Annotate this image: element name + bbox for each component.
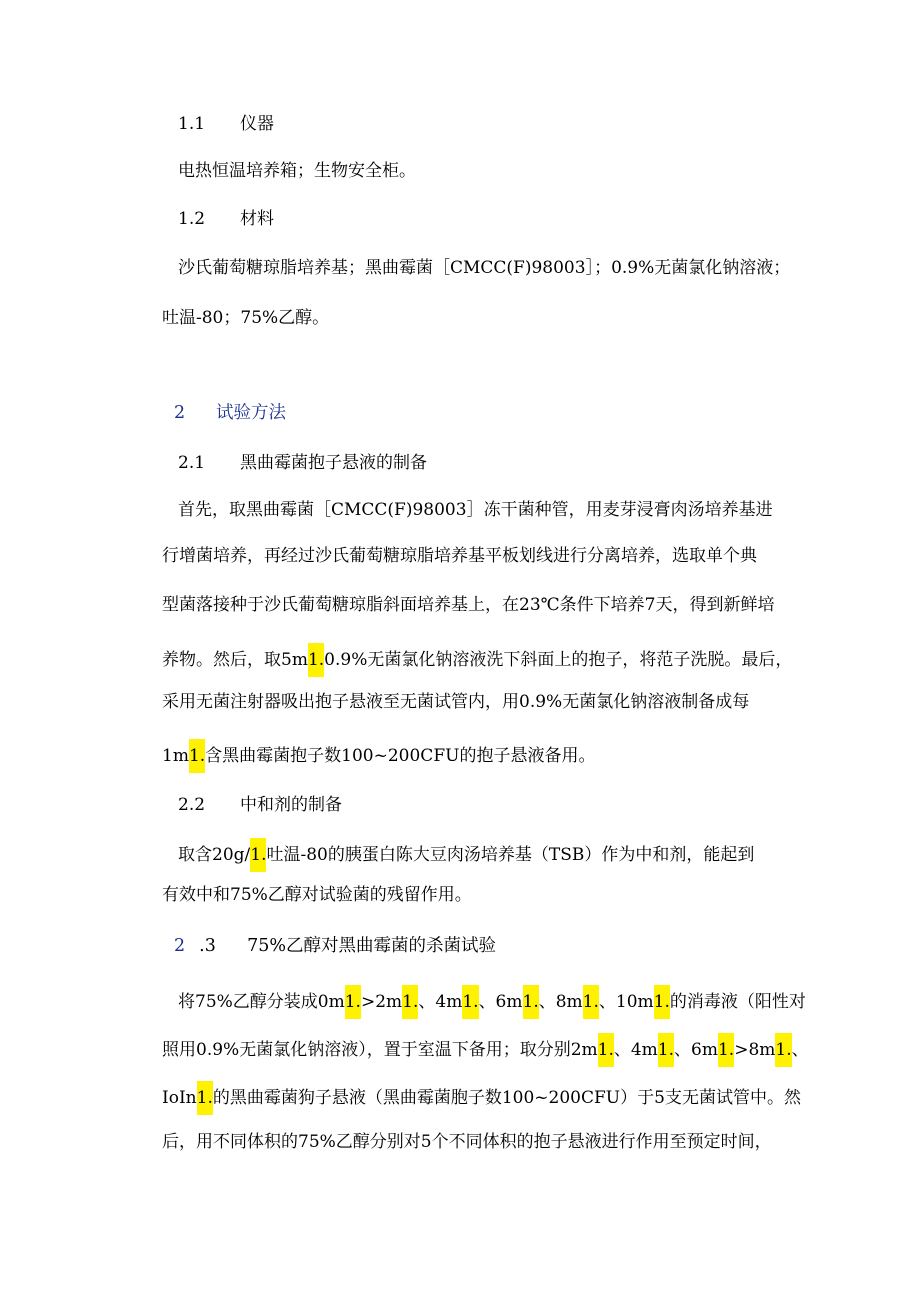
section-number: 2 [174, 403, 186, 423]
paragraph-materials-line-1: 沙氏葡萄糖琼脂培养基；黑曲霉菌［CMCC(F)98003］；0.9%无菌氯化钠溶液； [178, 258, 791, 278]
section-title: 试验方法 [216, 403, 286, 423]
paragraph-2-1-line-2: 行增菌培养，再经过沙氏葡萄糖琼脂培养基平板划线进行分离培养，选取单个典 [162, 546, 757, 566]
highlighted-text: 1. [250, 838, 266, 872]
text-run: 、 [791, 1040, 809, 1060]
text-run: 吐温-80的胰蛋白陈大豆肉汤培养基（TSB）作为中和剂，能起到 [266, 845, 755, 865]
paragraph-2-1-line-4 [162, 643, 792, 677]
section-title: 黑曲霉菌抱子悬液的制备 [240, 453, 427, 473]
highlighted-text: 1. [345, 985, 361, 1019]
section-heading-2-3 [174, 933, 496, 959]
text-run: 0.9%无菌氯化钠溶液洗下斜面上的抱子，将范子洗脱。最后， [324, 650, 793, 670]
text-run: >2m [360, 992, 403, 1012]
section-number: 2.2 [178, 795, 206, 815]
paragraph-2-3-line-3 [162, 1081, 801, 1115]
highlighted-text: 1. [718, 1033, 734, 1067]
paragraph-2-3-line-1 [178, 985, 806, 1019]
text-run: 养物。然后，取5m [162, 650, 308, 670]
text-run: 、6m [478, 992, 523, 1012]
paragraph-materials-line-2: 吐温-80；75%乙醇。 [162, 308, 330, 328]
highlighted-text: 1. [308, 643, 324, 677]
section-title: 材料 [240, 209, 274, 229]
highlighted-text: 1. [462, 985, 478, 1019]
section-heading-1-1 [178, 111, 274, 137]
section-heading-1-2 [178, 206, 274, 232]
section-number: 1.1 [178, 114, 206, 134]
text-run: 、8m [538, 992, 583, 1012]
highlighted-text: 1. [197, 1081, 213, 1115]
text-run: 取含20g/ [178, 845, 251, 865]
highlighted-text: 1. [583, 985, 599, 1019]
paragraph-2-3-line-2 [162, 1033, 809, 1067]
section-heading-2-1 [178, 450, 427, 476]
text-run: 、4m [613, 1040, 658, 1060]
text-run: 的黑曲霉菌狗子悬液（黑曲霉菌胞子数100~200CFU）于5支无菌试管中。然 [212, 1088, 801, 1108]
paragraph-instruments: 电热恒温培养箱；生物安全柜。 [178, 161, 416, 181]
highlighted-text: 1. [658, 1033, 674, 1067]
text-run: 照用0.9%无菌氯化钠溶液），置于室温下备用；取分别2m [162, 1040, 598, 1060]
text-run: 、6m [674, 1040, 718, 1060]
text-run: IoIn [162, 1088, 197, 1108]
paragraph-2-2-line-2: 有效中和75%乙醇对试验菌的残留作用。 [162, 885, 472, 905]
section-heading-2-2 [178, 792, 342, 818]
highlighted-text: 1. [402, 985, 418, 1019]
highlighted-text: 1. [654, 985, 670, 1019]
highlighted-text: 1. [523, 985, 539, 1019]
paragraph-2-2-line-1 [178, 838, 754, 872]
highlighted-text: 1. [775, 1033, 791, 1067]
section-title: 75%乙醇对黑曲霉菌的杀菌试验 [247, 936, 497, 956]
paragraph-2-1-line-1: 首先，取黑曲霉菌［CMCC(F)98003］冻干菌种管，用麦芽浸膏肉汤培养基进 [178, 500, 773, 520]
section-title: 仪器 [240, 114, 274, 134]
text-run: 的消毒液（阳性对 [669, 992, 806, 1012]
paragraph-2-3-line-4: 后，用不同体积的75%乙醇分别对5个不同体积的抱子悬液进行作用至预定时间， [162, 1132, 772, 1152]
text-run: 将75%乙醇分装成0m [178, 992, 345, 1012]
section-number-suffix: .3 [199, 936, 216, 956]
paragraph-2-1-line-5: 采用无菌注射器吸出抱子悬液至无菌试管内，用0.9%无菌氯化钠溶液制备成每 [162, 692, 750, 712]
highlighted-text: 1. [598, 1033, 614, 1067]
section-number: 2 [174, 936, 186, 956]
section-number: 1.2 [178, 209, 206, 229]
paragraph-2-1-line-6 [162, 739, 595, 773]
text-run: 、10m [598, 992, 654, 1012]
text-run: 1m [162, 746, 189, 766]
text-run: 含黑曲霉菌抱子数100~200CFU的抱子悬液备用。 [205, 746, 596, 766]
text-run: 、4m [418, 992, 463, 1012]
section-number: 2.1 [178, 453, 206, 473]
text-run: >8m [734, 1040, 776, 1060]
section-heading-2 [174, 400, 286, 426]
paragraph-2-1-line-3: 型菌落接种于沙氏葡萄糖琼脂斜面培养基上，在23℃条件下培养7天，得到新鲜培 [162, 595, 775, 615]
section-title: 中和剂的制备 [240, 795, 342, 815]
highlighted-text: 1. [189, 739, 205, 773]
